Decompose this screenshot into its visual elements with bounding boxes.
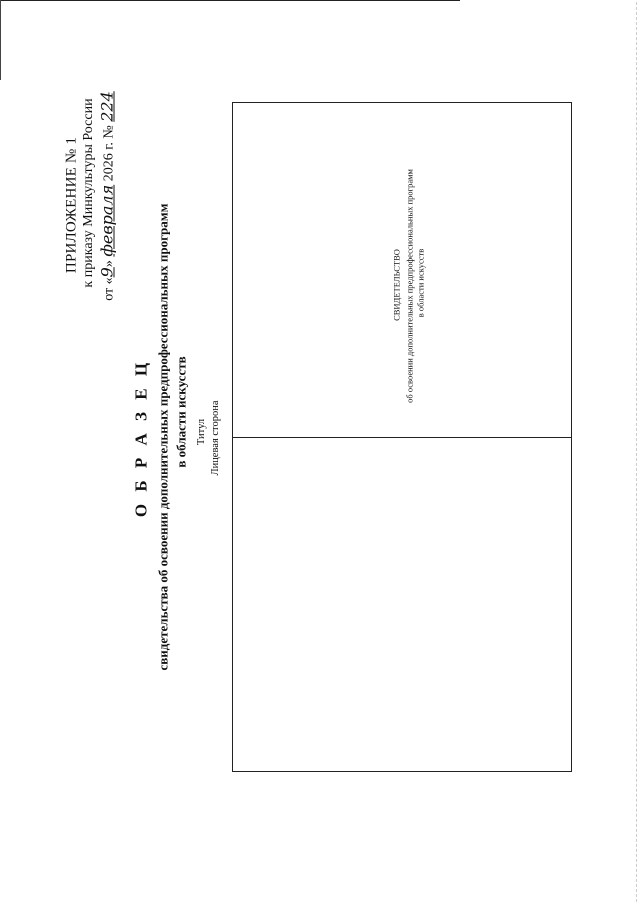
side-label: Лицевая сторона [209,400,221,476]
document-subtitle-line1: свидетельства об освоении дополнительных предпрофессиональных программ [155,203,171,671]
appendix-order-line: к приказу Минкультуры России [81,98,96,288]
certificate-fold-line [232,437,572,438]
certificate-line1: об освоении дополнительных предпрофессиональных программ [404,169,415,403]
document-heading: О Б Р А З Е Ц [131,358,151,518]
date-day: 9 [97,267,117,278]
document-subtitle-line2: в области искусств [173,356,189,468]
date-month: февраля [97,184,117,257]
scan-edge-top [0,0,460,1]
date-year: 2026 г. № [101,125,117,182]
certificate-line2: в области искусств [415,248,426,318]
scan-edge-right [636,2,637,902]
appendix-title: ПРИЛОЖЕНИЕ № 1 [63,136,80,274]
date-mid: » [101,260,117,268]
section-label: Титул [195,418,207,446]
appendix-date-line [97,91,117,301]
date-prefix: от « [101,277,117,301]
order-number: 224 [97,91,117,122]
certificate-title: СВИДЕТЕЛЬСТВО [391,249,402,321]
scan-edge-left [0,0,1,80]
